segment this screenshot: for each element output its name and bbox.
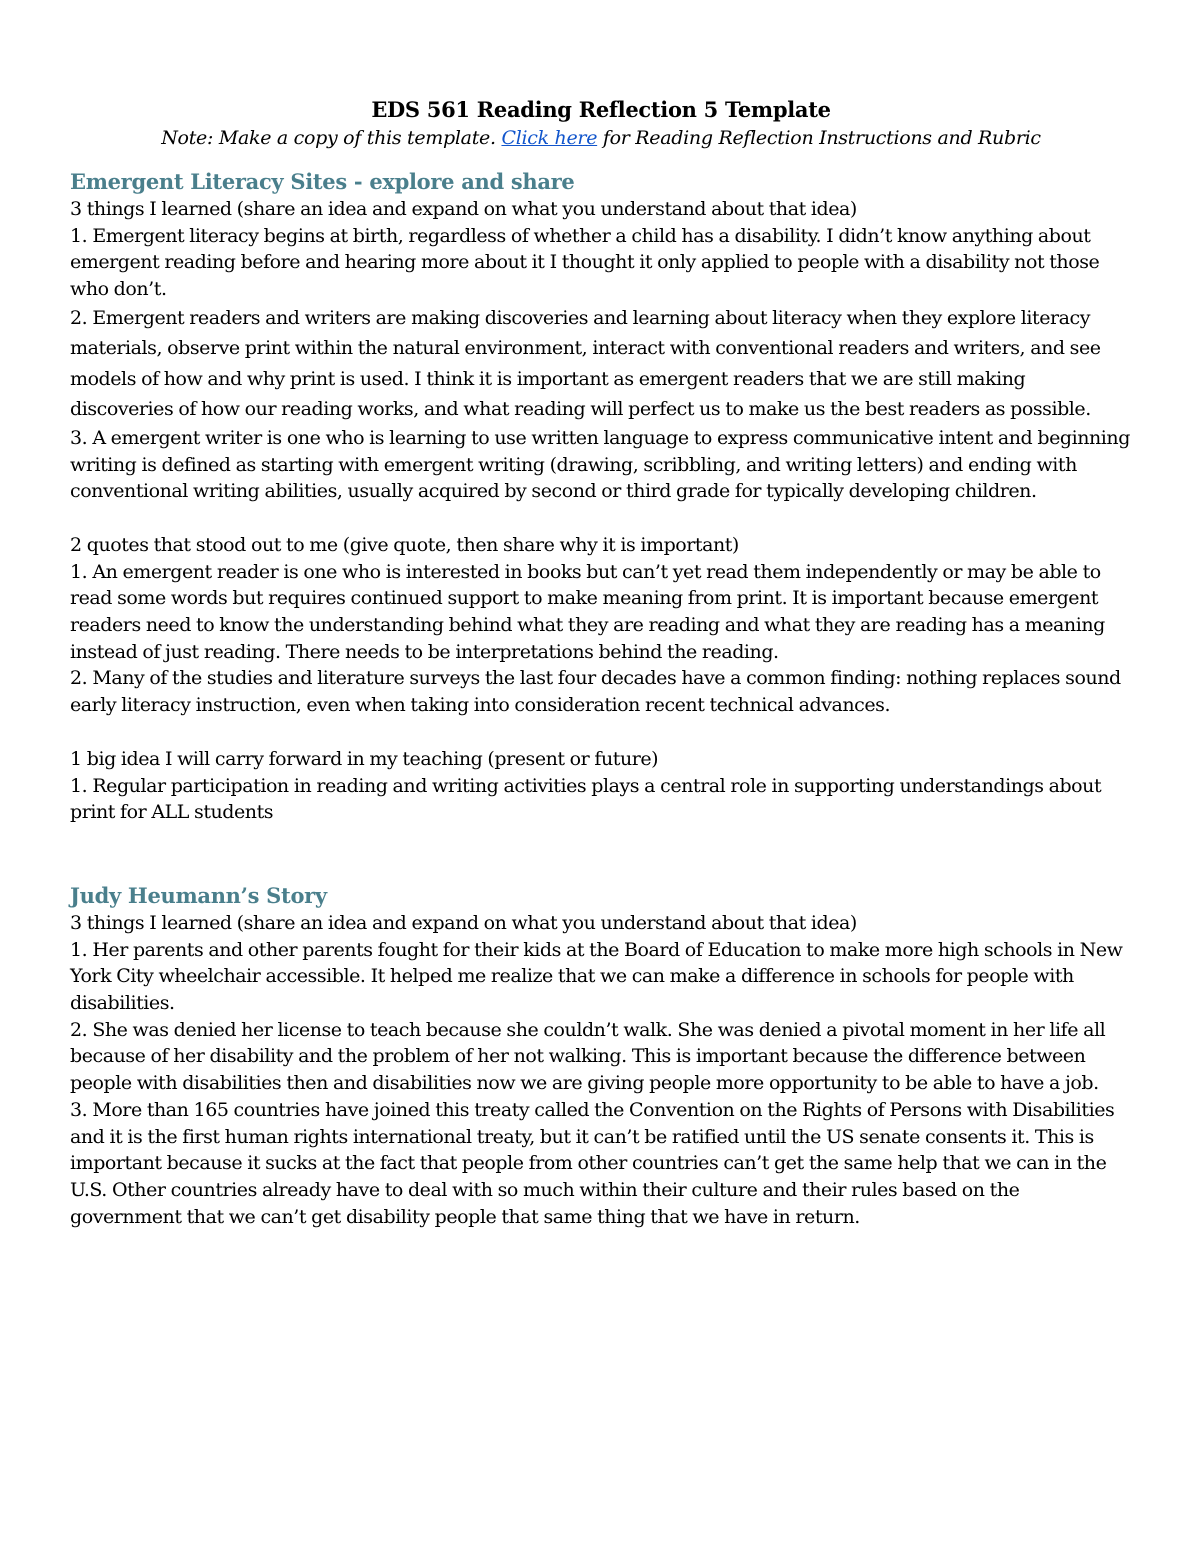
learned-item: 1. Her parents and other parents fought for their kids at the Board of Education to make more high schools in New York City wheelchair accessible. It helped me realize that we can make a difference in schools for people with disabilities.: [70, 938, 1123, 1015]
quotes-prompt: 2 quotes that stood out to me (give quote, then share why it is important): [70, 533, 739, 556]
big-idea-prompt: 1 big idea I will carry forward in my teaching (present or future): [70, 747, 659, 770]
big-idea-item: 1. Regular participation in reading and writing activities plays a central role in supporting understandings about print for ALL students: [70, 774, 1102, 824]
note-prefix: Note: Make a copy of this template.: [161, 127, 502, 149]
things-prompt: 3 things I learned (share an idea and expand on what you understand about that idea): [70, 911, 857, 934]
section-heading-emergent-literacy: Emergent Literacy Sites - explore and share: [70, 169, 575, 194]
spacer: [70, 719, 1132, 746]
learned-item: 2. Emergent readers and writers are making discoveries and learning about literacy when they explore literacy materials, observe print within the natural environment, interact with conventional readers and writers, and see models of how and why print is used. I think it is important as emergent readers that we are still making discoveries of how our reading works, and what reading will perfect us to make us the best readers as possible.: [70, 306, 1101, 421]
spacer: [70, 826, 1132, 882]
spacer: [70, 152, 1132, 168]
document-title: EDS 561 Reading Reflection 5 Template: [371, 97, 831, 122]
learned-item: 3. More than 165 countries have joined this treaty called the Convention on the Rights of Persons with Disabilities and it is the first human rights international treaty, but it can’t be ratified until the US senate consents it. This is important because it sucks at the fact that people from other countries can’t get the same help that we can in the U.S. Other countries already have to deal with so much within their culture and their rules based on the government that we can’t get disability people that same thing that we have in return.: [70, 1098, 1115, 1228]
quote-item: 1. An emergent reader is one who is interested in books but can’t yet read them independently or may be able to read some words but requires continued support to make meaning from print. It is important because emergent readers need to know the understanding behind what they are reading and what they are reading has a meaning instead of just reading. There needs to be interpretations behind the reading.: [70, 560, 1105, 663]
document-page: [70, 96, 1132, 1230]
quote-item: 2. Many of the studies and literature surveys the last four decades have a common finding: nothing replaces sound early literacy instruction, even when taking into consideration recent technical advances.: [70, 667, 1121, 717]
instructions-link[interactable]: Click here: [501, 127, 598, 149]
spacer: [70, 505, 1132, 532]
note-suffix: for Reading Reflection Instructions and Rubric: [597, 127, 1041, 149]
template-note: [70, 124, 1132, 152]
learned-item: 2. She was denied her license to teach because she couldn’t walk. She was denied a pivotal moment in her life all because of her disability and the problem of her not walking. This is important because the difference between people with disabilities then and disabilities now we are giving people more opportunity to be able to have a job.: [70, 1018, 1106, 1095]
learned-item: 1. Emergent literacy begins at birth, regardless of whether a child has a disability. I didn’t know anything about emergent reading before and hearing more about it I thought it only applied to people with a disability not those who don’t.: [70, 224, 1100, 301]
things-prompt: 3 things I learned (share an idea and expand on what you understand about that idea): [70, 198, 857, 220]
learned-item: 3. A emergent writer is one who is learning to use written language to express communicative intent and beginning writing is defined as starting with emergent writing (drawing, scribbling, and writing letters) and ending with conventional writing abilities, usually acquired by second or third grade for typically developing children.: [70, 426, 1130, 503]
section-heading-judy-heumann: Judy Heumann’s Story: [70, 882, 327, 908]
